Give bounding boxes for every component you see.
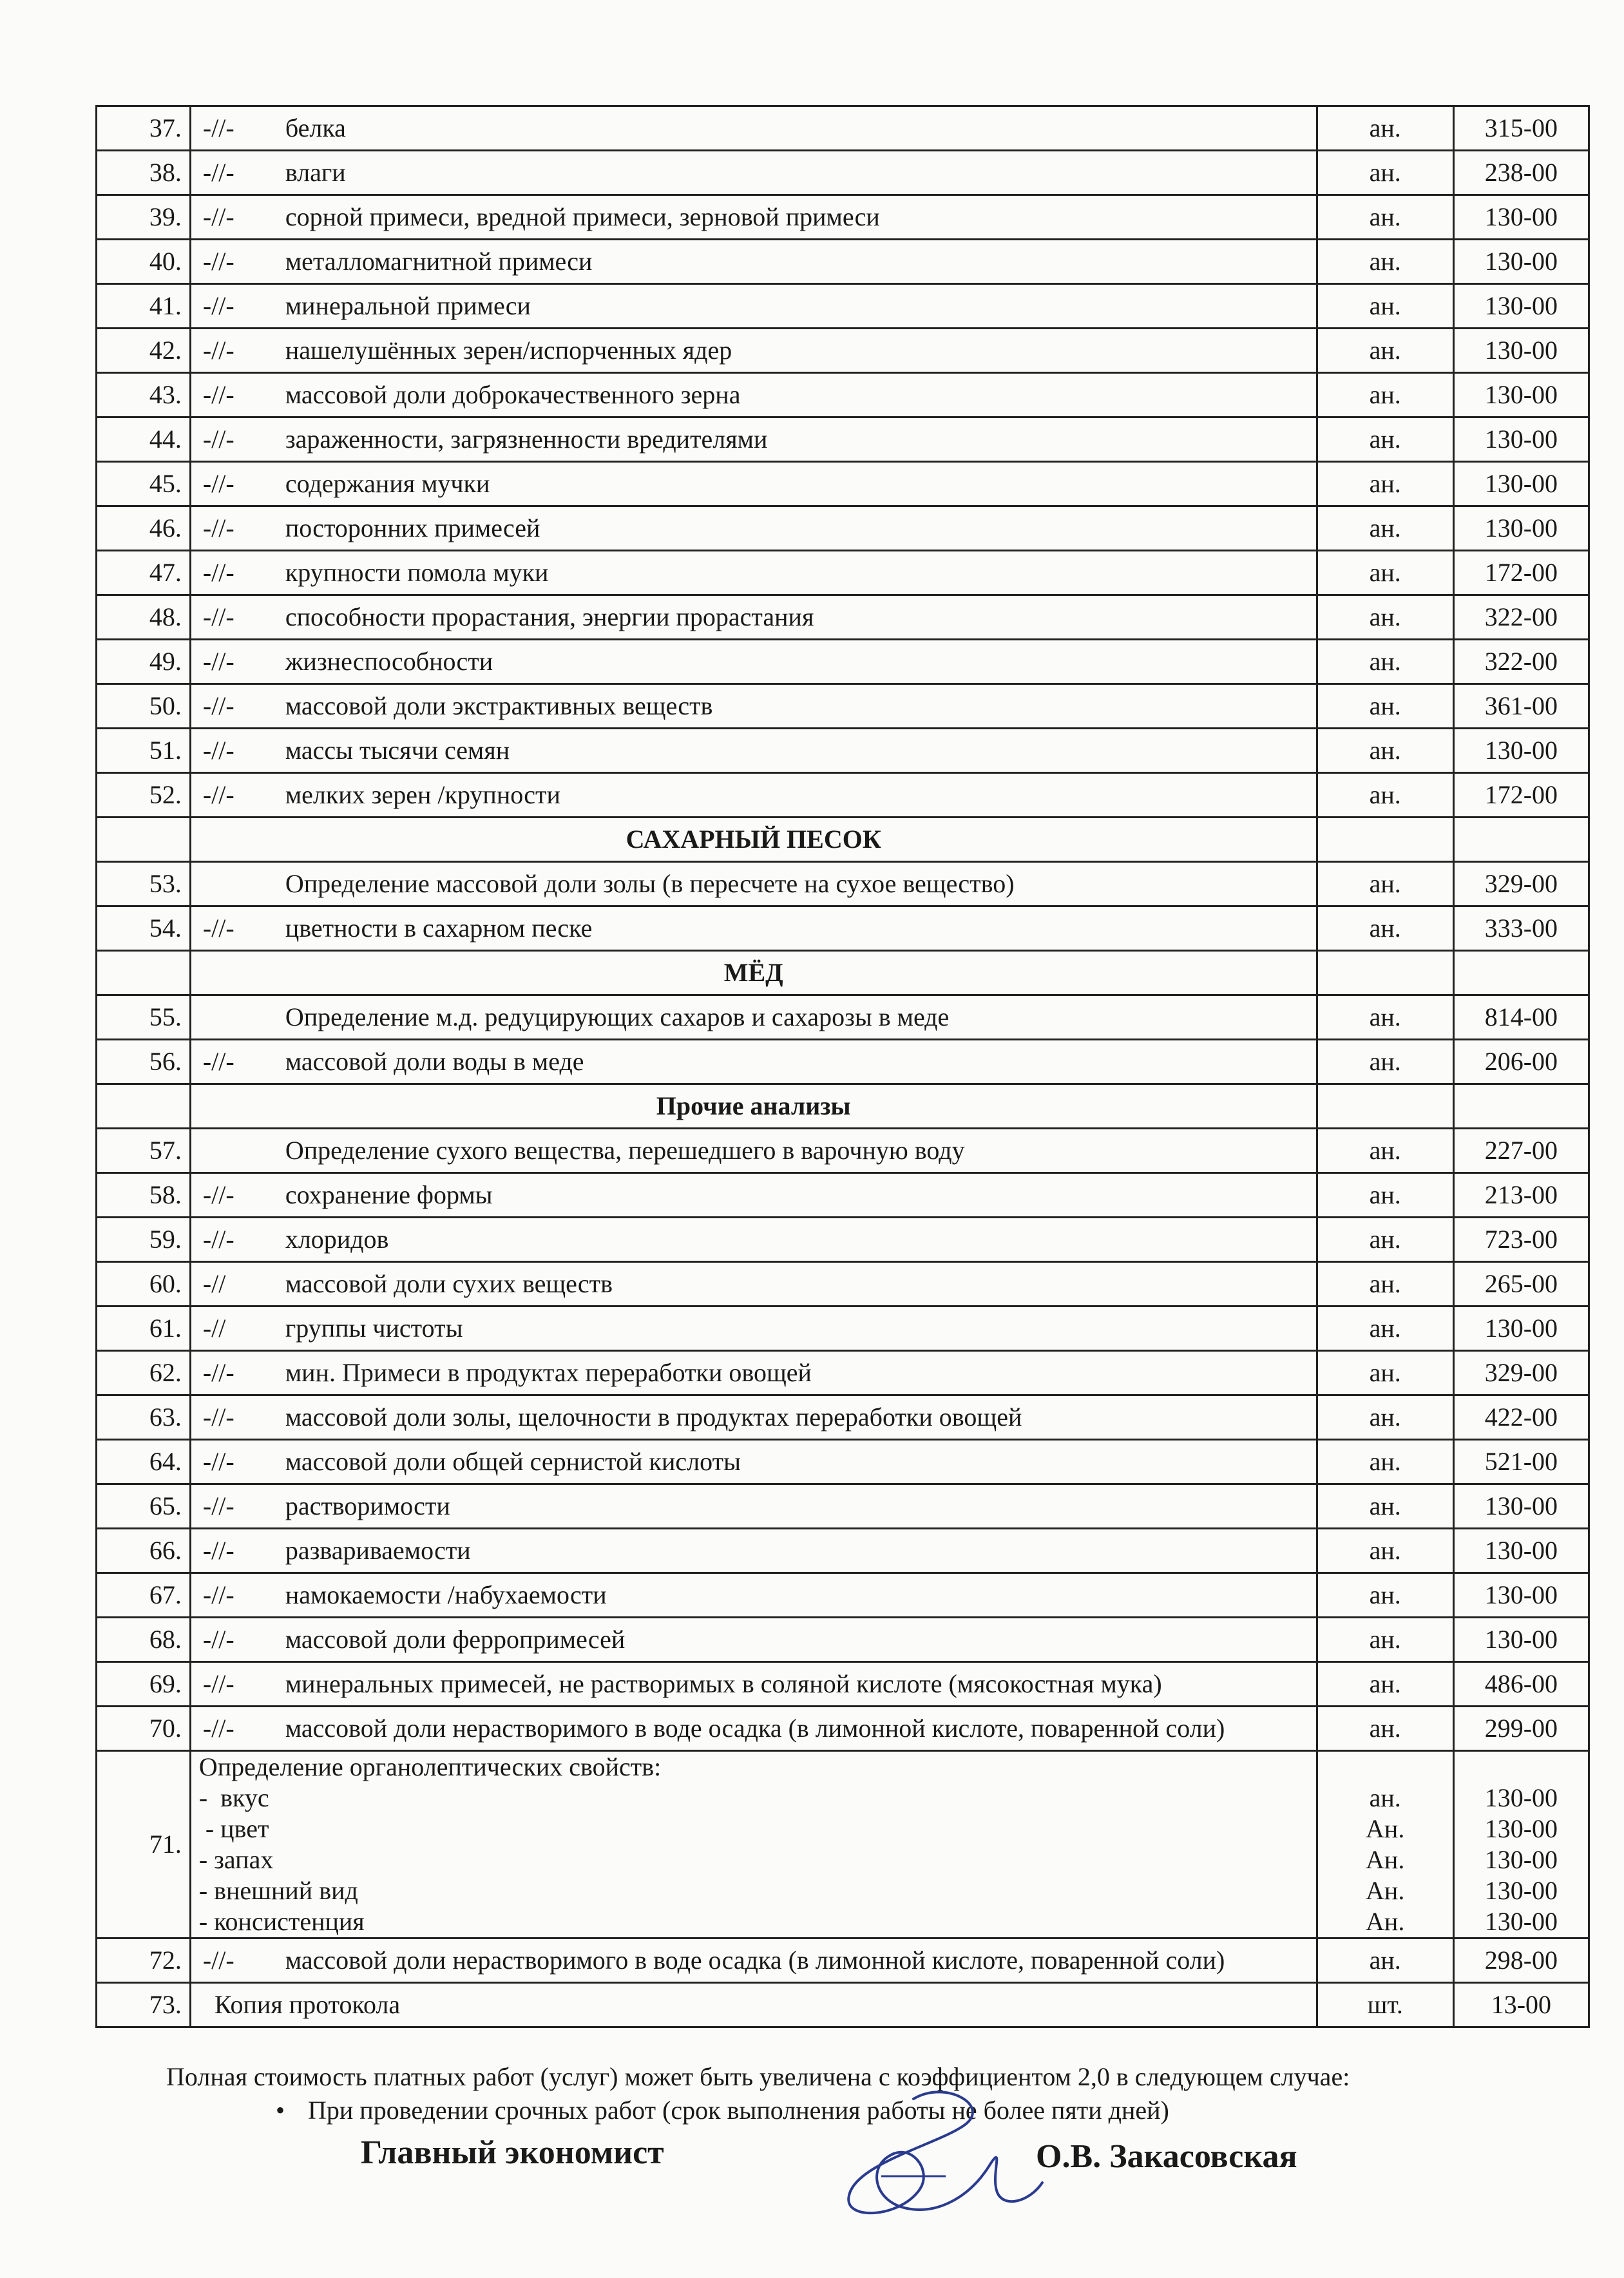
table-row xyxy=(97,1484,1589,1529)
sub-item-price: 130-00 xyxy=(1484,1814,1558,1843)
row-price: 521-00 xyxy=(1453,1440,1589,1484)
row-number: 54. xyxy=(97,906,191,951)
row-label: влаги xyxy=(285,158,346,187)
row-price: 130-00 xyxy=(1453,240,1589,284)
sub-item-label: - запах xyxy=(198,1845,274,1874)
sub-item-unit: Ан. xyxy=(1366,1907,1405,1936)
sub-item-label: - внешний вид xyxy=(198,1876,358,1905)
row-number: 56. xyxy=(97,1040,191,1084)
row-description xyxy=(190,462,1317,506)
row-number: 43. xyxy=(97,373,191,417)
ditto-mark: -// xyxy=(202,1269,226,1298)
row-price: 333-00 xyxy=(1453,906,1589,951)
row-label: массы тысячи семян xyxy=(285,736,510,765)
row-unit: ан. xyxy=(1317,1129,1453,1173)
ditto-mark: -//- xyxy=(202,336,234,365)
row-unit: ан. xyxy=(1317,729,1453,773)
row-description xyxy=(190,773,1317,818)
ditto-mark: -//- xyxy=(202,647,234,676)
row-number xyxy=(97,818,191,862)
table-row xyxy=(97,773,1589,818)
row-price: 130-00 xyxy=(1453,329,1589,373)
ditto-mark: -//- xyxy=(202,736,234,765)
row-unit: ан. xyxy=(1317,462,1453,506)
ditto-mark: -//- xyxy=(202,513,234,542)
ditto-mark: -//- xyxy=(202,1225,234,1254)
ditto-mark: -//- xyxy=(202,1491,234,1520)
row-price: 298-00 xyxy=(1453,1938,1589,1983)
table-row xyxy=(97,1173,1589,1218)
ditto-mark: -//- xyxy=(202,247,234,276)
table-row xyxy=(97,1983,1589,2027)
row-price: 299-00 xyxy=(1453,1707,1589,1751)
row-label: массовой доли нерастворимого в воде осадка (в лимонной кислоте, поваренной соли) xyxy=(285,1714,1225,1743)
row-unit: ан. xyxy=(1317,640,1453,684)
section-header-row xyxy=(97,818,1589,862)
row-label: содержания мучки xyxy=(285,469,490,498)
row-number: 40. xyxy=(97,240,191,284)
row-label: Определение массовой доли золы (в пересчете на сухое вещество) xyxy=(285,869,1015,898)
price-list xyxy=(95,105,1590,2028)
row-price: 486-00 xyxy=(1453,1662,1589,1707)
row-number: 52. xyxy=(97,773,191,818)
urgent-work-text: При проведении срочных работ (срок выполнения работы не более пяти дней) xyxy=(308,2096,1169,2125)
row-unit: ан. xyxy=(1317,773,1453,818)
row-label: способности прорастания, энергии прорастания xyxy=(285,602,814,631)
row-description xyxy=(190,1751,1317,1938)
row-price: 322-00 xyxy=(1453,640,1589,684)
row-unit: ан. xyxy=(1317,373,1453,417)
table-row xyxy=(97,1351,1589,1395)
signatory-name: О.В. Закасовская xyxy=(1036,2138,1297,2175)
bullet-point: • xyxy=(276,2096,285,2125)
row-unit: ан. xyxy=(1317,1440,1453,1484)
row-price: 130-00 xyxy=(1453,284,1589,329)
row-price: 130-00 xyxy=(1453,1573,1589,1618)
ditto-mark: -//- xyxy=(202,1402,234,1431)
row-number: 61. xyxy=(97,1306,191,1351)
row-unit: ан. xyxy=(1317,1573,1453,1618)
row-description xyxy=(190,1262,1317,1306)
row-unit: ан. xyxy=(1317,329,1453,373)
row-price: 227-00 xyxy=(1453,1129,1589,1173)
ditto-mark: -//- xyxy=(202,202,234,231)
row-number: 45. xyxy=(97,462,191,506)
row-unit: ан. xyxy=(1317,417,1453,462)
row-description xyxy=(190,240,1317,284)
row-unit: ан. xyxy=(1317,1218,1453,1262)
table-row xyxy=(97,729,1589,773)
row-number: 72. xyxy=(97,1938,191,1983)
row-price: 172-00 xyxy=(1453,773,1589,818)
table-row xyxy=(97,906,1589,951)
table-row xyxy=(97,1218,1589,1262)
price-table-body xyxy=(97,106,1589,2027)
row-unit: ан. xyxy=(1317,995,1453,1040)
ditto-mark: -//- xyxy=(202,1625,234,1654)
row-number: 47. xyxy=(97,551,191,595)
row-description xyxy=(190,195,1317,240)
sub-item-price: 130-00 xyxy=(1484,1845,1558,1874)
row-description xyxy=(190,373,1317,417)
row-unit: ан. xyxy=(1317,1484,1453,1529)
row-price: 130-00 xyxy=(1453,417,1589,462)
row-number: 50. xyxy=(97,684,191,729)
table-row xyxy=(97,551,1589,595)
row-unit xyxy=(1317,818,1453,862)
row-price: 130-00 xyxy=(1453,1484,1589,1529)
row-label: минеральной примеси xyxy=(285,291,531,320)
row-number: 66. xyxy=(97,1529,191,1573)
row-description xyxy=(190,1662,1317,1707)
row-price: 814-00 xyxy=(1453,995,1589,1040)
row-description: Копия протокола xyxy=(190,1983,1317,2027)
row-description xyxy=(190,417,1317,462)
section-header-row xyxy=(97,951,1589,995)
row-price: 322-00 xyxy=(1453,595,1589,640)
ditto-mark: -//- xyxy=(202,1358,234,1387)
cost-note: Полная стоимость платных работ (услуг) может быть увеличена с коэффициентом 2,0 в следующем случае: xyxy=(166,2062,1350,2091)
row-unit: ан. xyxy=(1317,862,1453,906)
sub-item-label: - вкус xyxy=(198,1783,269,1812)
row-label: минеральных примесей, не растворимых в соляной кислоте (мясокостная мука) xyxy=(285,1669,1162,1698)
table-row xyxy=(97,284,1589,329)
ditto-mark: -//- xyxy=(202,291,234,320)
spacer xyxy=(1462,1752,1580,1783)
row-label: массовой доли воды в меде xyxy=(285,1047,584,1076)
ditto-mark: -//- xyxy=(202,1447,234,1476)
sub-item-unit: Ан. xyxy=(1366,1845,1405,1874)
ditto-mark: -//- xyxy=(202,1047,234,1076)
row-unit: ан. xyxy=(1317,284,1453,329)
row-label: массовой доли экстрактивных веществ xyxy=(285,691,713,720)
row-number: 53. xyxy=(97,862,191,906)
row-price: 213-00 xyxy=(1453,1173,1589,1218)
row-unit: ан. xyxy=(1317,1351,1453,1395)
sub-item-label: - консистенция xyxy=(198,1907,365,1936)
ditto-mark: -//- xyxy=(202,1180,234,1209)
row-number: 49. xyxy=(97,640,191,684)
row-price: 13-00 xyxy=(1453,1983,1589,2027)
ditto-mark: -//- xyxy=(202,469,234,498)
table-row-organoleptic xyxy=(97,1751,1589,1938)
ditto-mark: -//- xyxy=(202,558,234,587)
row-price xyxy=(1453,1084,1589,1129)
row-price: 329-00 xyxy=(1453,1351,1589,1395)
row-label: нашелушённых зерен/испорченных ядер xyxy=(285,336,732,365)
row-unit: ан. xyxy=(1317,106,1453,151)
row-description xyxy=(190,595,1317,640)
row-number: 68. xyxy=(97,1618,191,1662)
table-row xyxy=(97,1395,1589,1440)
row-label: посторонних примесей xyxy=(285,513,540,542)
section-header-row xyxy=(97,1084,1589,1129)
table-row xyxy=(97,329,1589,373)
row-unit xyxy=(1317,951,1453,995)
row-number: 73. xyxy=(97,1983,191,2027)
row-description xyxy=(190,1440,1317,1484)
row-number: 42. xyxy=(97,329,191,373)
row-number: 57. xyxy=(97,1129,191,1173)
row-number: 71. xyxy=(97,1751,191,1938)
row-number: 69. xyxy=(97,1662,191,1707)
row-description xyxy=(190,506,1317,551)
ditto-mark: -//- xyxy=(202,1536,234,1565)
table-row xyxy=(97,995,1589,1040)
table-row xyxy=(97,595,1589,640)
row-price: 265-00 xyxy=(1453,1262,1589,1306)
row-label: массовой доли золы, щелочности в продуктах переработки овощей xyxy=(285,1402,1022,1431)
row-number: 55. xyxy=(97,995,191,1040)
row-description xyxy=(190,106,1317,151)
row-price: 130-00 xyxy=(1453,195,1589,240)
row-label: массовой доли доброкачественного зерна xyxy=(285,380,741,409)
row-number: 41. xyxy=(97,284,191,329)
ditto-mark: -//- xyxy=(202,158,234,187)
table-row xyxy=(97,1662,1589,1707)
row-number: 44. xyxy=(97,417,191,462)
ditto-mark: -//- xyxy=(202,1714,234,1743)
table-row xyxy=(97,862,1589,906)
row-description xyxy=(190,551,1317,595)
row-number: 48. xyxy=(97,595,191,640)
row-number: 37. xyxy=(97,106,191,151)
table-row xyxy=(97,1040,1589,1084)
row-unit: ан. xyxy=(1317,551,1453,595)
row-price: 130-00 xyxy=(1453,1529,1589,1573)
row-price: 172-00 xyxy=(1453,551,1589,595)
row-number: 58. xyxy=(97,1173,191,1218)
row-label: жизнеспособности xyxy=(285,647,493,676)
row-description xyxy=(190,1618,1317,1662)
row-unit: ан. xyxy=(1317,240,1453,284)
row-price: 329-00 xyxy=(1453,862,1589,906)
row-unit: ан. xyxy=(1317,195,1453,240)
row-description xyxy=(190,1529,1317,1573)
spacer xyxy=(1326,1752,1445,1783)
row-label: массовой доли нерастворимого в воде осадка (в лимонной кислоте, поваренной соли) xyxy=(285,1946,1225,1975)
table-row xyxy=(97,1129,1589,1173)
row-label: цветности в сахарном песке xyxy=(285,914,593,943)
table-row xyxy=(97,1618,1589,1662)
row-number: 59. xyxy=(97,1218,191,1262)
ditto-mark: -//- xyxy=(202,1946,234,1975)
row-unit: ан. xyxy=(1317,1173,1453,1218)
row-description xyxy=(190,1218,1317,1262)
row-unit: ан. xyxy=(1317,1529,1453,1573)
table-row xyxy=(97,1529,1589,1573)
row-label: белка xyxy=(285,113,346,142)
row-number: 62. xyxy=(97,1351,191,1395)
ditto-mark: -//- xyxy=(202,780,234,809)
row-unit xyxy=(1317,1084,1453,1129)
table-row xyxy=(97,1938,1589,1983)
row-label: сохранение формы xyxy=(285,1180,493,1209)
row-description xyxy=(190,329,1317,373)
table-row xyxy=(97,373,1589,417)
row-description xyxy=(190,1129,1317,1173)
row-label: Определение органолептических свойств: xyxy=(198,1752,662,1781)
table-row xyxy=(97,1707,1589,1751)
row-number: 65. xyxy=(97,1484,191,1529)
row-price xyxy=(1453,951,1589,995)
row-description xyxy=(190,640,1317,684)
row-number: 38. xyxy=(97,151,191,195)
row-label: металломагнитной примеси xyxy=(285,247,593,276)
row-price: 422-00 xyxy=(1453,1395,1589,1440)
sub-item-price: 130-00 xyxy=(1484,1907,1558,1936)
row-label: массовой доли ферропримесей xyxy=(285,1625,626,1654)
ditto-mark: -//- xyxy=(202,914,234,943)
row-price: 315-00 xyxy=(1453,106,1589,151)
row-number xyxy=(97,951,191,995)
row-description xyxy=(190,1173,1317,1218)
row-price: 130-00 xyxy=(1453,506,1589,551)
table-row xyxy=(97,106,1589,151)
row-label: мин. Примеси в продуктах переработки овощей xyxy=(285,1358,812,1387)
row-unit: ан. xyxy=(1317,1040,1453,1084)
row-number: 39. xyxy=(97,195,191,240)
signatory-title: Главный экономист xyxy=(361,2134,664,2171)
row-number: 64. xyxy=(97,1440,191,1484)
row-number: 63. xyxy=(97,1395,191,1440)
table-row xyxy=(97,1262,1589,1306)
row-description xyxy=(190,1395,1317,1440)
row-number: 60. xyxy=(97,1262,191,1306)
table-row xyxy=(97,240,1589,284)
row-description xyxy=(190,684,1317,729)
row-label: сорной примеси, вредной примеси, зерновой примеси xyxy=(285,202,880,231)
row-price: 361-00 xyxy=(1453,684,1589,729)
section-title: МЁД xyxy=(190,951,1317,995)
sub-item-label: - цвет xyxy=(198,1814,269,1843)
sub-item-price: 130-00 xyxy=(1484,1876,1558,1905)
table-row xyxy=(97,1573,1589,1618)
row-number: 67. xyxy=(97,1573,191,1618)
ditto-mark: -//- xyxy=(202,1669,234,1698)
row-description xyxy=(190,906,1317,951)
row-number: 46. xyxy=(97,506,191,551)
section-title: САХАРНЫЙ ПЕСОК xyxy=(190,818,1317,862)
row-label: развариваемости xyxy=(285,1536,471,1565)
row-price: 130-00 xyxy=(1453,1306,1589,1351)
row-number xyxy=(97,1084,191,1129)
table-row xyxy=(97,684,1589,729)
row-description xyxy=(190,284,1317,329)
table-row xyxy=(97,640,1589,684)
row-description xyxy=(190,1351,1317,1395)
row-price: 130-00 xyxy=(1453,729,1589,773)
row-price: 238-00 xyxy=(1453,151,1589,195)
row-unit: ан. xyxy=(1317,506,1453,551)
row-description xyxy=(190,1573,1317,1618)
price-table xyxy=(95,105,1590,2028)
sub-item-price: 130-00 xyxy=(1484,1783,1558,1812)
row-label: намокаемости /набухаемости xyxy=(285,1580,607,1609)
row-label: зараженности, загрязненности вредителями xyxy=(285,425,768,454)
ditto-mark: -//- xyxy=(202,380,234,409)
row-price: 130-00 xyxy=(1453,1618,1589,1662)
table-row xyxy=(97,462,1589,506)
row-unit: шт. xyxy=(1317,1983,1453,2027)
row-price: 130-00 xyxy=(1453,373,1589,417)
table-row xyxy=(97,1306,1589,1351)
row-label: крупности помола муки xyxy=(285,558,549,587)
row-label: Определение сухого вещества, перешедшего в варочную воду xyxy=(285,1136,965,1165)
sub-item-unit: ан. xyxy=(1369,1783,1401,1812)
row-unit: ан. xyxy=(1317,1662,1453,1707)
row-label: растворимости xyxy=(285,1491,450,1520)
row-description xyxy=(190,729,1317,773)
ditto-mark: -//- xyxy=(202,602,234,631)
row-description xyxy=(190,1938,1317,1983)
row-description xyxy=(190,1040,1317,1084)
row-unit: ан. xyxy=(1317,1618,1453,1662)
sub-item-unit: Ан. xyxy=(1366,1814,1405,1843)
row-price xyxy=(1453,818,1589,862)
row-price: 723-00 xyxy=(1453,1218,1589,1262)
row-label: массовой доли общей сернистой кислоты xyxy=(285,1447,741,1476)
row-label: мелких зерен /крупности xyxy=(285,780,560,809)
row-description xyxy=(190,1707,1317,1751)
table-row xyxy=(97,417,1589,462)
row-label: группы чистоты xyxy=(285,1314,463,1343)
row-unit xyxy=(1317,1751,1453,1938)
row-unit: ан. xyxy=(1317,906,1453,951)
sub-item-unit: Ан. xyxy=(1366,1876,1405,1905)
row-label: хлоридов xyxy=(285,1225,389,1254)
row-unit: ан. xyxy=(1317,151,1453,195)
row-price: 206-00 xyxy=(1453,1040,1589,1084)
table-row xyxy=(97,1440,1589,1484)
table-row xyxy=(97,195,1589,240)
row-price: 130-00 xyxy=(1453,462,1589,506)
row-description xyxy=(190,995,1317,1040)
section-title: Прочие анализы xyxy=(190,1084,1317,1129)
ditto-mark: -// xyxy=(202,1314,226,1343)
row-unit: ан. xyxy=(1317,1938,1453,1983)
row-unit: ан. xyxy=(1317,1262,1453,1306)
ditto-mark: -//- xyxy=(202,113,234,142)
ditto-mark: -//- xyxy=(202,691,234,720)
row-description xyxy=(190,862,1317,906)
ditto-mark: -//- xyxy=(202,1580,234,1609)
row-description xyxy=(190,151,1317,195)
table-row xyxy=(97,506,1589,551)
row-price xyxy=(1453,1751,1589,1938)
row-description xyxy=(190,1306,1317,1351)
row-number: 70. xyxy=(97,1707,191,1751)
row-unit: ан. xyxy=(1317,1395,1453,1440)
row-unit: ан. xyxy=(1317,1707,1453,1751)
row-number: 51. xyxy=(97,729,191,773)
ditto-mark: -//- xyxy=(202,425,234,454)
row-unit: ан. xyxy=(1317,684,1453,729)
row-description xyxy=(190,1484,1317,1529)
row-unit: ан. xyxy=(1317,595,1453,640)
handwritten-signature xyxy=(778,2080,1049,2228)
row-label: массовой доли сухих веществ xyxy=(285,1269,613,1298)
table-row xyxy=(97,151,1589,195)
row-label: Определение м.д. редуцирующих сахаров и сахарозы в меде xyxy=(285,1002,950,1031)
row-unit: ан. xyxy=(1317,1306,1453,1351)
